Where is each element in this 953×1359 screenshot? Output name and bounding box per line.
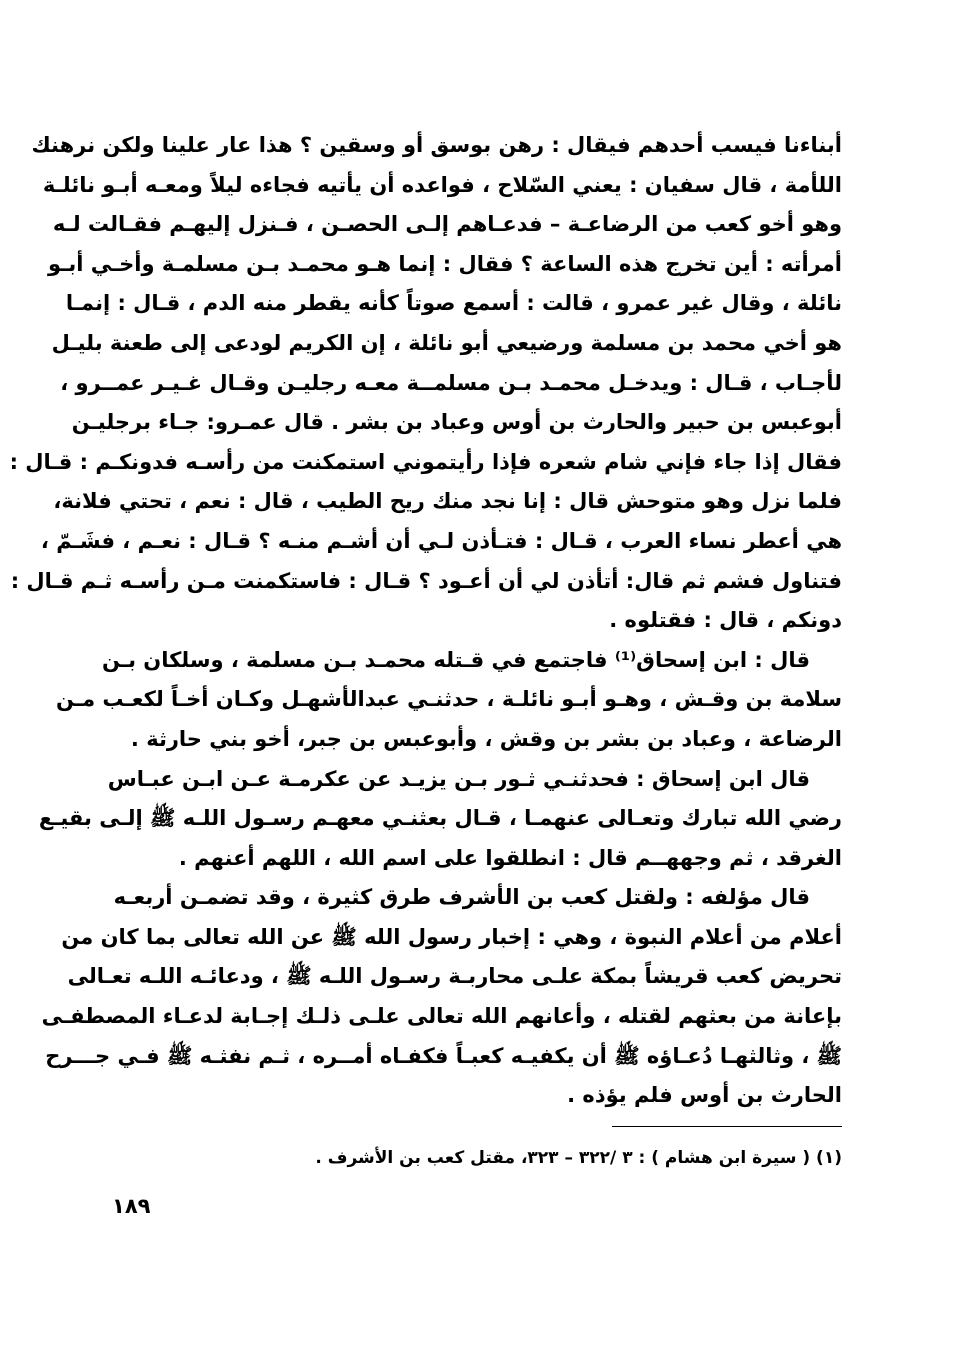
text-line: وهو أخو كعب من الرضاعـة – فدعـاهم إلـى الحصـن ، فـنزل إليهـم فقـالت لـه bbox=[52, 212, 842, 237]
text-line: قال مؤلفه : ولقتل كعب بن الأشرف طرق كثيرة ، وقد تضمـن أربعـه bbox=[113, 885, 810, 910]
text-line: أعلام من أعلام النبوة ، وهي : إخبار رسول الله ﷺ عن الله تعالى بما كان من bbox=[61, 924, 842, 949]
text-line: تحريض كعب قريشاً بمكة علـى محاربـة رسـول اللـه ﷺ ، ودعائـه اللـه تعـالى bbox=[67, 964, 842, 989]
text-line: دونكم ، قال : فقتلوه . bbox=[609, 608, 842, 633]
text-line: اللأمة ، قال سفيان : يعني السّلاح ، فواعده أن يأتيه فجاءه ليلاً ومعـه أبـو نائلـة bbox=[42, 172, 842, 197]
text-line: قال : ابن إسحاق⁽¹⁾ فاجتمع في قـتله محمـد بـن مسلمة ، وسلكان بـن bbox=[102, 647, 810, 672]
text-line: هي أعطر نساء العرب ، قـال : فتـأذن لـي أن أشـم منـه ؟ قـال : نعـم ، فشَـمّ ، bbox=[40, 528, 842, 553]
text-line: فتناول فشم ثم قال: أتأذن لي أن أعـود ؟ قـال : فاستكمنت مـن رأسـه ثـم قـال : bbox=[10, 568, 842, 593]
text-line: الرضاعة ، وعباد بن بشر بن وقش ، وأبوعبس بن جبر، أخو بني حارثة . bbox=[130, 726, 842, 751]
text-line: نائلة ، وقال غير عمرو ، قالت : أسمع صوتاً كأنه يقطر منه الدم ، قـال : إنمـا bbox=[65, 291, 842, 316]
text-line: رضي الله تبارك وتعـالى عنهمـا ، قـال بعثنـي معهـم رسـول اللـه ﷺ إلـى بقيـع bbox=[38, 806, 842, 831]
text-line: أبناءنا فيسب أحدهم فيقال : رهن بوسق أو وسقين ؟ هذا عار علينا ولكن نرهنك bbox=[31, 133, 842, 157]
text-line: أمرأته : أين تخرج هذه الساعة ؟ فقال : إنما هـو محمـد بـن مسلمـة وأخـي أبـو bbox=[47, 251, 842, 276]
text-line: فلما نزل وهو متوحش قال : إنا نجد منك ريح الطيب ، قال : نعم ، تحتي فلانة، bbox=[53, 489, 842, 514]
text-line: فقال إذا جاء فإني شام شعره فإذا رأيتموني استمكنت من رأسـه فدونكـم : قـال : bbox=[9, 449, 842, 474]
text-line: هو أخي محمد بن مسلمة ورضيعي أبو نائلة ، إن الكريم لودعى إلى طعنة بليـل bbox=[51, 330, 842, 355]
main-text-body bbox=[9, 126, 842, 1116]
text-line: بإعانة من بعثهم لقتله ، وأعانهم الله تعالى علـى ذلـك إجـابة لدعـاء المصطفـى bbox=[41, 1004, 842, 1029]
text-line: أبوعبس بن حبير والحارث بن أوس وعباد بن بشر . قال عمـرو: جـاء برجليـن bbox=[71, 410, 842, 435]
page-number: ١٨٩ bbox=[112, 1194, 151, 1218]
text-line: لأجـاب ، قـال : ويدخـل محمـد بـن مسلمــة معـه رجليـن وقـال غـيـر عمــرو ، bbox=[60, 370, 842, 395]
footnote: (١) ( سيرة ابن هشام ) : ٣ /٣٢٢ – ٣٢٣، مقتل كعب بن الأشرف . bbox=[315, 1148, 842, 1168]
text-line: الغرقد ، ثم وجههــم قال : انطلقوا على اسم الله ، اللهم أعنهم . bbox=[178, 845, 842, 870]
text-line: سلامة بن وقـش ، وهـو أبـو نائلـة ، حدثنـي عبدالأشهـل وكـان أخـاً لكعـب مـن bbox=[56, 687, 842, 712]
text-line: الحارث بن أوس فلم يؤذه . bbox=[567, 1083, 842, 1108]
text-line: قال ابن إسحاق : فحدثنـي ثـور بـن يزيـد عن عكرمـة عـن ابـن عبـاس bbox=[107, 766, 810, 791]
text-line: ﷺ ، وثالثهـا دُعـاؤه ﷺ أن يكفيـه كعبـاً فكفـاه أمــره ، ثـم نفثـه ﷺ فـي جـــرح bbox=[45, 1043, 842, 1068]
footnote-separator bbox=[612, 1126, 842, 1127]
